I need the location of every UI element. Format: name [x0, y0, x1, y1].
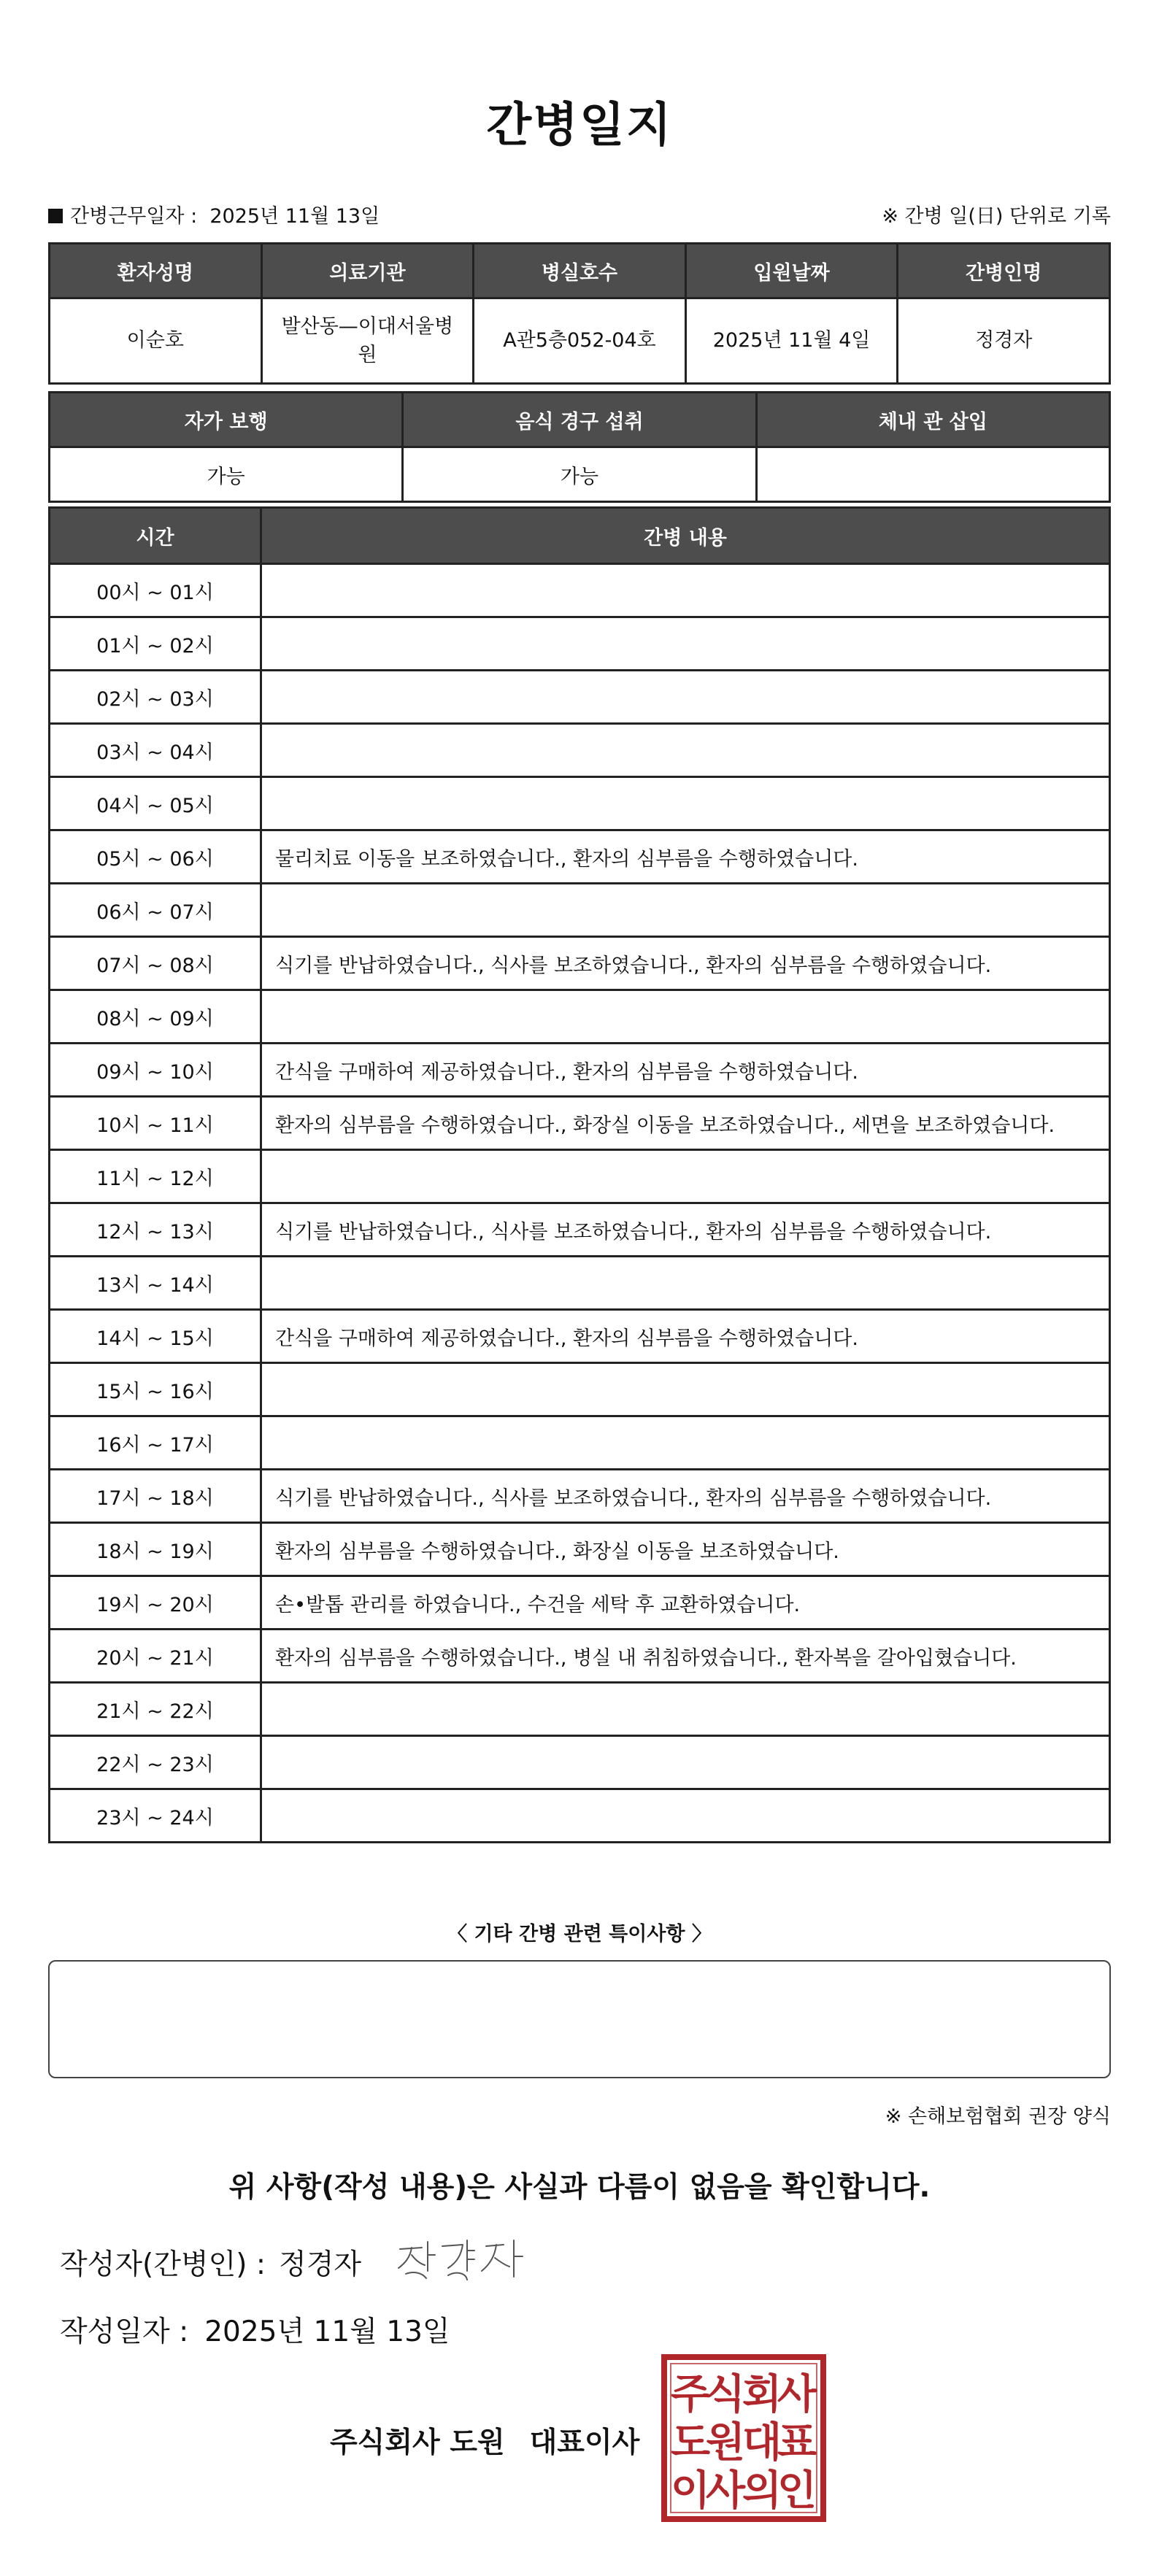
header-tube-insertion: 체내 관 삽입 — [756, 393, 1109, 447]
care-row-time: 22시 ~ 23시 — [50, 1736, 261, 1789]
care-row — [50, 777, 1110, 830]
care-row-content — [261, 617, 1110, 671]
svg-text:원: 원 — [705, 2419, 746, 2467]
header-care-content: 간병 내용 — [261, 508, 1110, 564]
care-row-time: 05시 ~ 06시 — [50, 830, 261, 884]
care-row-content — [261, 724, 1110, 777]
care-row — [50, 1203, 1110, 1257]
care-row-time: 06시 ~ 07시 — [50, 884, 261, 937]
recommendation-note: ※ 손해보험협회 권장 양식 — [885, 2105, 1111, 2128]
svg-text:주: 주 — [670, 2371, 711, 2418]
written-date-label: 작성일자 : — [60, 2315, 189, 2348]
header-admission-date: 입원날짜 — [685, 244, 898, 298]
care-row-time: 21시 ~ 22시 — [50, 1683, 261, 1736]
care-row-content: 식기를 반납하였습니다., 식사를 보조하였습니다., 환자의 심부름을 수행하였습니다. — [261, 937, 1110, 990]
care-log-rows — [50, 564, 1110, 1843]
patient-info-table — [48, 242, 1111, 385]
care-row-time: 19시 ~ 20시 — [50, 1576, 261, 1630]
care-row — [50, 1044, 1110, 1097]
writer-name: 정경자 — [279, 2248, 362, 2281]
svg-text:식: 식 — [705, 2371, 746, 2418]
care-row — [50, 1470, 1110, 1523]
care-row-time: 07시 ~ 08시 — [50, 937, 261, 990]
care-row-time: 10시 ~ 11시 — [50, 1097, 261, 1150]
care-row — [50, 1310, 1110, 1363]
care-row-content — [261, 671, 1110, 724]
care-row — [50, 830, 1110, 884]
care-row-time: 15시 ~ 16시 — [50, 1363, 261, 1416]
care-row-content: 환자의 심부름을 수행하였습니다., 화장실 이동을 보조하였습니다. — [261, 1523, 1110, 1576]
care-row-content: 간식을 구매하여 제공하였습니다., 환자의 심부름을 수행하였습니다. — [261, 1044, 1110, 1097]
work-date-label: 간병근무일자 : — [70, 205, 198, 228]
admission-date: 2025년 11월 4일 — [685, 298, 898, 384]
care-row-content: 간식을 구매하여 제공하였습니다., 환자의 심부름을 수행하였습니다. — [261, 1310, 1110, 1363]
svg-text:사: 사 — [705, 2467, 746, 2515]
care-row-content — [261, 1683, 1110, 1736]
care-row — [50, 1150, 1110, 1203]
tube-insertion-value — [756, 447, 1109, 502]
care-row-content: 식기를 반납하였습니다., 식사를 보조하였습니다., 환자의 심부름을 수행하였습니다. — [261, 1470, 1110, 1523]
svg-text:대: 대 — [742, 2419, 782, 2467]
care-row-content: 손•발톱 관리를 하였습니다., 수건을 세탁 후 교환하였습니다. — [261, 1576, 1110, 1630]
company-ceo-title: 대표이사 — [529, 2426, 640, 2459]
care-row-time: 09시 ~ 10시 — [50, 1044, 261, 1097]
care-log-table — [48, 506, 1111, 1843]
care-row — [50, 1523, 1110, 1576]
header-patient-name: 환자성명 — [50, 244, 262, 298]
header-room: 병실호수 — [474, 244, 686, 298]
room-number: A관5층052-04호 — [474, 298, 686, 384]
header-oral-intake: 음식 경구 섭취 — [403, 393, 756, 447]
care-row — [50, 724, 1110, 777]
patient-status-table — [48, 391, 1111, 503]
care-row-time: 16시 ~ 17시 — [50, 1416, 261, 1470]
care-row — [50, 564, 1110, 617]
care-row-content: 환자의 심부름을 수행하였습니다., 화장실 이동을 보조하였습니다., 세면을 보조하였습니다. — [261, 1097, 1110, 1150]
care-row-content — [261, 1789, 1110, 1843]
written-date-value: 2025년 11월 13일 — [204, 2315, 450, 2348]
writer-line — [60, 2242, 361, 2283]
care-row-content: 환자의 심부름을 수행하였습니다., 병실 내 취침하였습니다., 환자복을 갈아입혔습니다. — [261, 1630, 1110, 1683]
care-row-content — [261, 1736, 1110, 1789]
svg-text:이: 이 — [670, 2467, 711, 2515]
square-bullet-icon — [48, 209, 63, 223]
caregiver-name: 정경자 — [898, 298, 1110, 384]
self-walking-value: 가능 — [50, 447, 403, 502]
care-row — [50, 1736, 1110, 1789]
care-row-time: 04시 ~ 05시 — [50, 777, 261, 830]
oral-intake-value: 가능 — [403, 447, 756, 502]
hospital-name: 발산동—이대서울병원 — [261, 298, 474, 384]
care-row-time: 02시 ~ 03시 — [50, 671, 261, 724]
care-row-content — [261, 884, 1110, 937]
care-row-time: 08시 ~ 09시 — [50, 990, 261, 1044]
company-name: 주식회사 도원 — [330, 2426, 505, 2459]
care-row — [50, 937, 1110, 990]
care-row — [50, 617, 1110, 671]
care-row-time: 18시 ~ 19시 — [50, 1523, 261, 1576]
care-row-time: 20시 ~ 21시 — [50, 1630, 261, 1683]
care-row — [50, 1789, 1110, 1843]
writer-label: 작성자(간병인) : — [60, 2248, 266, 2281]
header-self-walking: 자가 보행 — [50, 393, 403, 447]
care-row-content — [261, 1416, 1110, 1470]
notes-box — [48, 1960, 1111, 2078]
header-time: 시간 — [50, 508, 261, 564]
care-row — [50, 1576, 1110, 1630]
care-row — [50, 1097, 1110, 1150]
care-row-content — [261, 1150, 1110, 1203]
svg-text:사: 사 — [777, 2371, 817, 2418]
patient-name: 이순호 — [50, 298, 262, 384]
notes-title: 〈 기타 간병 관련 특이사항 〉 — [447, 1923, 712, 1946]
care-row-time: 14시 ~ 15시 — [50, 1310, 261, 1363]
svg-text:회: 회 — [742, 2371, 782, 2418]
care-row — [50, 1363, 1110, 1416]
care-row-time: 03시 ~ 04시 — [50, 724, 261, 777]
written-date-line — [60, 2309, 450, 2350]
svg-text:의: 의 — [742, 2467, 782, 2515]
care-row-time: 13시 ~ 14시 — [50, 1257, 261, 1310]
care-row-content — [261, 777, 1110, 830]
care-row — [50, 671, 1110, 724]
company-line — [330, 2420, 639, 2461]
record-unit-note: ※ 간병 일(日) 단위로 기록 — [882, 205, 1111, 228]
care-row-content — [261, 564, 1110, 617]
care-row-time: 01시 ~ 02시 — [50, 617, 261, 671]
care-row-content: 식기를 반납하였습니다., 식사를 보조하였습니다., 환자의 심부름을 수행하였습니다. — [261, 1203, 1110, 1257]
care-row-time: 12시 ~ 13시 — [50, 1203, 261, 1257]
care-row — [50, 1416, 1110, 1470]
care-row-time: 23시 ~ 24시 — [50, 1789, 261, 1843]
confirmation-statement: 위 사항(작성 내용)은 사실과 다름이 없음을 확인합니다. — [228, 2171, 931, 2204]
header-hospital: 의료기관 — [261, 244, 474, 298]
care-row-content — [261, 990, 1110, 1044]
care-row-content: 물리치료 이동을 보조하였습니다., 환자의 심부름을 수행하였습니다. — [261, 830, 1110, 884]
care-row — [50, 1257, 1110, 1310]
care-row-content — [261, 1363, 1110, 1416]
svg-text:도: 도 — [670, 2419, 711, 2467]
page-title: 간병일지 — [486, 99, 673, 153]
care-row-time: 17시 ~ 18시 — [50, 1470, 261, 1523]
work-date-value: 2025년 11월 13일 — [209, 205, 380, 228]
header-caregiver-name: 간병인명 — [898, 244, 1110, 298]
company-seal-stamp — [661, 2354, 826, 2522]
svg-text:인: 인 — [777, 2467, 817, 2515]
care-row — [50, 1630, 1110, 1683]
care-row-content — [261, 1257, 1110, 1310]
care-row-time: 11시 ~ 12시 — [50, 1150, 261, 1203]
care-row-time: 00시 ~ 01시 — [50, 564, 261, 617]
svg-text:표: 표 — [777, 2419, 817, 2467]
care-row — [50, 884, 1110, 937]
work-date — [48, 200, 380, 228]
care-row — [50, 1683, 1110, 1736]
care-row — [50, 990, 1110, 1044]
handwritten-signature — [394, 2233, 525, 2284]
